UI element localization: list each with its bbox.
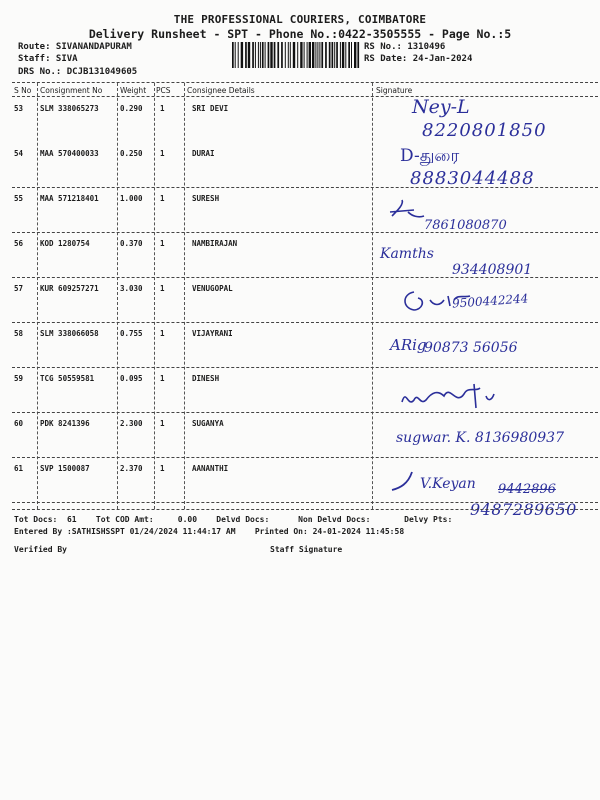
row-consignee: VIJAYRANI [192, 329, 233, 338]
row-divider [12, 367, 598, 368]
handwritten-name-61: V.Keyan [420, 476, 476, 492]
row-consignment-no: SLM 338066058 [40, 329, 99, 338]
handwritten-phone-61: 9487289650 [470, 500, 577, 519]
handwritten-name-56: Kamths [380, 246, 434, 262]
row-consignee: NAMBIRAJAN [192, 239, 238, 248]
col-divider [372, 83, 373, 509]
row-consignee: SRI DEVI [192, 104, 229, 113]
row-weight: 0.250 [120, 149, 143, 158]
col-divider [37, 83, 38, 509]
row-sno: 53 [14, 104, 24, 113]
row-divider [12, 412, 598, 413]
row-sno: 57 [14, 284, 24, 293]
col-divider [154, 83, 155, 509]
handwritten-mark-61 [388, 468, 418, 496]
handwritten-phone-58: 90873 56056 [424, 340, 518, 356]
runsheet-subtitle: Delivery Runsheet - SPT - Phone No.:0422-3505555 - Page No.:5 [88, 27, 512, 41]
row-sno: 60 [14, 419, 24, 428]
row-pcs: 1 [160, 239, 165, 248]
staff-signature-label: Staff Signature [270, 545, 343, 554]
handwritten-name-58: ARig [390, 336, 427, 354]
col-divider [184, 83, 185, 509]
row-consignment-no: KUR 609257271 [40, 284, 99, 293]
row-sno: 61 [14, 464, 24, 473]
row-weight: 0.370 [120, 239, 143, 248]
row-consignee: AANANTHI [192, 464, 229, 473]
row-weight: 0.095 [120, 374, 143, 383]
row-consignee: DURAI [192, 149, 215, 158]
rs-date: RS Date: 24-Jan-2024 [364, 54, 473, 64]
staff-label: Staff: SIVA [18, 54, 78, 64]
row-consignment-no: MAA 571218401 [40, 194, 99, 203]
row-consignment-no: KOD 1280754 [40, 239, 90, 248]
handwritten-name-54: D-துரை [400, 146, 460, 166]
col-header-weight: Weight [120, 86, 147, 95]
row-pcs: 1 [160, 374, 165, 383]
row-pcs: 1 [160, 284, 165, 293]
handwritten-mark-59 [398, 378, 498, 414]
row-pcs: 1 [160, 104, 165, 113]
row-divider [12, 232, 598, 233]
handwritten-phone-56: 934408901 [452, 262, 533, 278]
row-consignee: DINESH [192, 374, 220, 383]
handwritten-phone-57: 9500442244 [451, 291, 529, 311]
route-label: Route: SIVANANDAPURAM [18, 42, 132, 52]
row-pcs: 1 [160, 149, 165, 158]
row-weight: 2.300 [120, 419, 143, 428]
row-sno: 56 [14, 239, 24, 248]
col-header-sno: S No [14, 86, 32, 95]
row-pcs: 1 [160, 329, 165, 338]
totals-line: Tot Docs: 61 Tot COD Amt: 0.00 Delvd Docs: Non Delvd Docs: Delvy Pts: [14, 515, 453, 524]
row-pcs: 1 [160, 464, 165, 473]
company-title: THE PROFESSIONAL COURIERS, COIMBATORE [173, 13, 427, 26]
row-consignment-no: SVP 1500087 [40, 464, 90, 473]
row-consignment-no: TCG 50559581 [40, 374, 95, 383]
row-pcs: 1 [160, 194, 165, 203]
handwritten-phone-54: 8883044488 [410, 168, 535, 189]
table-header-rule [12, 96, 598, 97]
col-header-signature: Signature [376, 86, 413, 95]
row-weight: 1.000 [120, 194, 143, 203]
row-consignment-no: MAA 570400033 [40, 149, 99, 158]
row-consignment-no: PDK 8241396 [40, 419, 90, 428]
row-weight: 0.755 [120, 329, 143, 338]
row-consignee: VENUGOPAL [192, 284, 233, 293]
handwritten-text-60: sugwar. K. 8136980937 [396, 430, 564, 446]
row-sno: 58 [14, 329, 24, 338]
col-header-consignment: Consignment No [40, 86, 103, 95]
entered-by-line: Entered By :SATHISHSSPT 01/24/2024 11:44:17 AM Printed On: 24-01-2024 11:45:58 [14, 527, 405, 536]
col-divider [117, 83, 118, 509]
row-pcs: 1 [160, 419, 165, 428]
drs-number: DRS No.: DCJB131049605 [18, 67, 138, 77]
row-consignee: SURESH [192, 194, 220, 203]
handwritten-strike-61: 9442896 [498, 482, 556, 497]
verified-by-label: Verified By [14, 545, 67, 554]
rs-number: RS No.: 1310496 [364, 42, 446, 52]
col-header-consignee: Consignee Details [187, 86, 255, 95]
col-header-pcs: PCS [156, 86, 171, 95]
row-weight: 2.370 [120, 464, 143, 473]
handwritten-phone-53: 8220801850 [422, 120, 547, 141]
barcode-image [232, 42, 360, 68]
row-weight: 3.030 [120, 284, 143, 293]
handwritten-mark-55 [388, 198, 428, 224]
table-top-rule [12, 82, 598, 83]
row-divider [12, 322, 598, 323]
row-consignment-no: SLM 338065273 [40, 104, 99, 113]
table-bottom-rule [12, 509, 598, 510]
row-divider [12, 457, 598, 458]
handwritten-name-53: Ney-L [412, 96, 470, 118]
row-sno: 54 [14, 149, 24, 158]
row-sno: 59 [14, 374, 24, 383]
handwritten-phone-55: 7861080870 [424, 218, 507, 233]
row-consignee: SUGANYA [192, 419, 224, 428]
row-sno: 55 [14, 194, 24, 203]
row-weight: 0.290 [120, 104, 143, 113]
